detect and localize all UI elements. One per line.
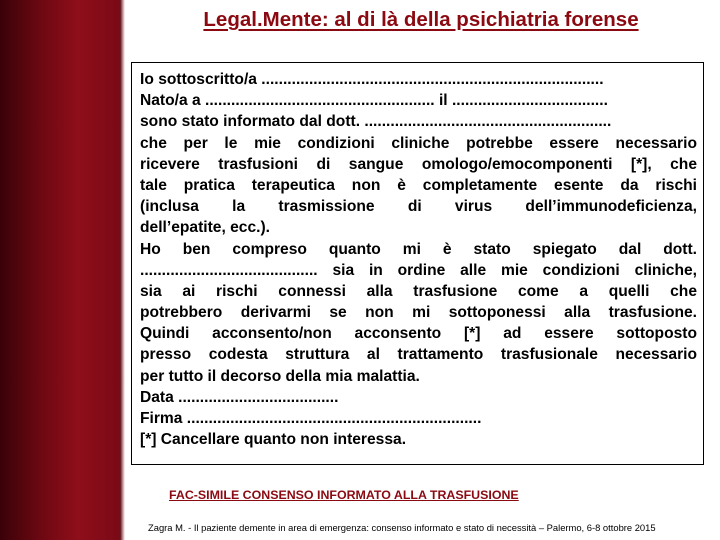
slide-footer: Zagra M. - Il paziente demente in area di emergenza: consenso informato e stato di necessità – Palermo, 6-8 ottobre 2015: [148, 522, 656, 533]
decorative-sidebar: [0, 0, 120, 540]
consent-text-line: Io sottoscritto/a ...............................................................................: [140, 71, 604, 88]
consent-text-line: ricevere trasfusioni di sangue omologo/emocomponenti [*], che: [140, 155, 697, 173]
consent-text-line: Data .....................................: [140, 388, 339, 406]
slide-caption: FAC-SIMILE CONSENSO INFORMATO ALLA TRASFUSIONE: [169, 488, 519, 502]
consent-text-line: ......................................... sia in ordine alle mie condizioni cliniche,: [140, 261, 697, 279]
consent-text-line: Firma ....................................................................: [140, 410, 482, 427]
consent-text-line: sono stato informato dal dott. .........................................................: [140, 113, 612, 131]
consent-form-text: [140, 69, 697, 450]
consent-text-line: potrebbero derivarmi se non mi sottoponessi alla trasfusione.: [140, 304, 697, 322]
consent-text-line: presso codesta struttura al trattamento trasfusionale necessario: [140, 346, 697, 364]
consent-text-line: tale pratica terapeutica non è completamente esente da rischi: [140, 176, 697, 194]
consent-text-line: dell’epatite, ecc.).: [140, 219, 270, 237]
consent-text-line: Nato/a a ..................................................... il ....................................: [140, 92, 608, 110]
consent-text-line: Ho ben compreso quanto mi è stato spiegato dal dott.: [140, 240, 697, 258]
consent-text-line: (inclusa la trasmissione di virus dell’immunodeficienza,: [140, 198, 697, 216]
consent-text-line: sia ai rischi connessi alla trasfusione come a quelli che: [140, 282, 697, 300]
consent-form-box: [131, 62, 704, 465]
sidebar-edge-gradient: [120, 0, 125, 540]
consent-text-line: Quindi acconsento/non acconsento [*] ad essere sottoposto: [140, 325, 697, 343]
consent-text-line: per tutto il decorso della mia malattia.: [140, 367, 420, 385]
consent-text-line: che per le mie condizioni cliniche potrebbe essere necessario: [140, 134, 697, 152]
slide-title: Legal.Mente: al di là della psichiatria forense: [203, 8, 639, 31]
consent-text-line: [*] Cancellare quanto non interessa.: [140, 431, 407, 449]
